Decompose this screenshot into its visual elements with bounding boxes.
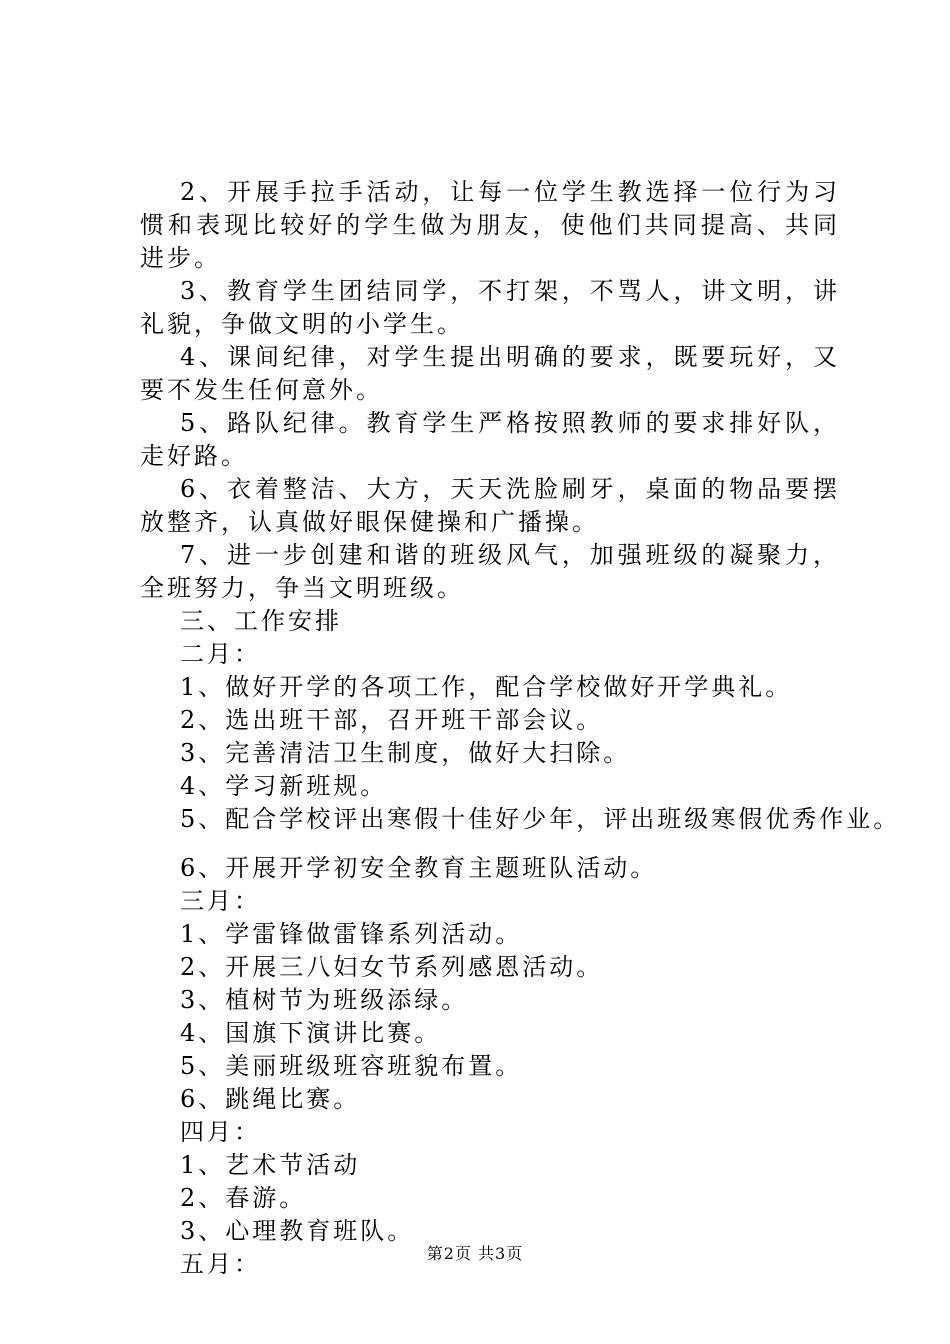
paragraph-6: 6、衣着整洁、大方，天天洗脸刷牙，桌面的物品要摆放整齐，认真做好眼保健操和广播操。 xyxy=(140,475,840,536)
month-heading-may: 五月： xyxy=(180,1250,261,1278)
paragraph-3: 3、教育学生团结同学，不打架，不骂人，讲文明，讲礼貌，争做文明的小学生。 xyxy=(140,277,840,338)
paragraph-7: 7、进一步创建和谐的班级风气，加强班级的凝聚力，全班努力，争当文明班级。 xyxy=(140,541,840,602)
april-item-2: 2、春游。 xyxy=(180,1184,307,1212)
february-item-6: 6、开展开学初安全教育主题班队活动。 xyxy=(180,854,658,882)
document-body xyxy=(140,176,901,1281)
march-item-2: 2、开展三八妇女节系列感恩活动。 xyxy=(180,953,604,981)
march-item-1: 1、学雷锋做雷锋系列活动。 xyxy=(180,920,523,948)
paragraph-2: 2、开展手拉手活动，让每一位学生教选择一位行为习惯和表现比较好的学生做为朋友，使他们共同提高、共同进步。 xyxy=(140,178,840,272)
february-item-4: 4、学习新班规。 xyxy=(180,772,388,800)
paragraph-5: 5、路队纪律。教育学生严格按照教师的要求排好队，走好路。 xyxy=(140,409,840,470)
march-item-4: 4、国旗下演讲比赛。 xyxy=(180,1019,442,1047)
april-item-1: 1、艺术节活动 xyxy=(180,1151,361,1179)
blank-line xyxy=(140,836,840,852)
march-item-3: 3、植树节为班级添绿。 xyxy=(180,986,469,1014)
section-heading: 三、工作安排 xyxy=(180,607,342,635)
month-heading-february: 二月： xyxy=(180,640,261,668)
month-heading-march: 三月： xyxy=(180,887,261,915)
paragraph-4: 4、课间纪律，对学生提出明确的要求，既要玩好，又要不发生任何意外。 xyxy=(140,343,840,404)
february-item-3: 3、完善清洁卫生制度，做好大扫除。 xyxy=(180,739,631,767)
february-item-2: 2、选出班干部，召开班干部会议。 xyxy=(180,706,604,734)
february-item-5: 5、配合学校评出寒假十佳好少年，评出班级寒假优秀作业。 xyxy=(180,805,901,833)
february-item-1: 1、做好开学的各项工作，配合学校做好开学典礼。 xyxy=(180,673,793,701)
page-number-footer: 第2页 共3页 xyxy=(426,1244,524,1263)
month-heading-april: 四月： xyxy=(180,1118,261,1146)
april-item-3: 3、心理教育班队。 xyxy=(180,1217,415,1245)
march-item-6: 6、跳绳比赛。 xyxy=(180,1085,361,1113)
march-item-5: 5、美丽班级班容班貌布置。 xyxy=(180,1052,523,1080)
